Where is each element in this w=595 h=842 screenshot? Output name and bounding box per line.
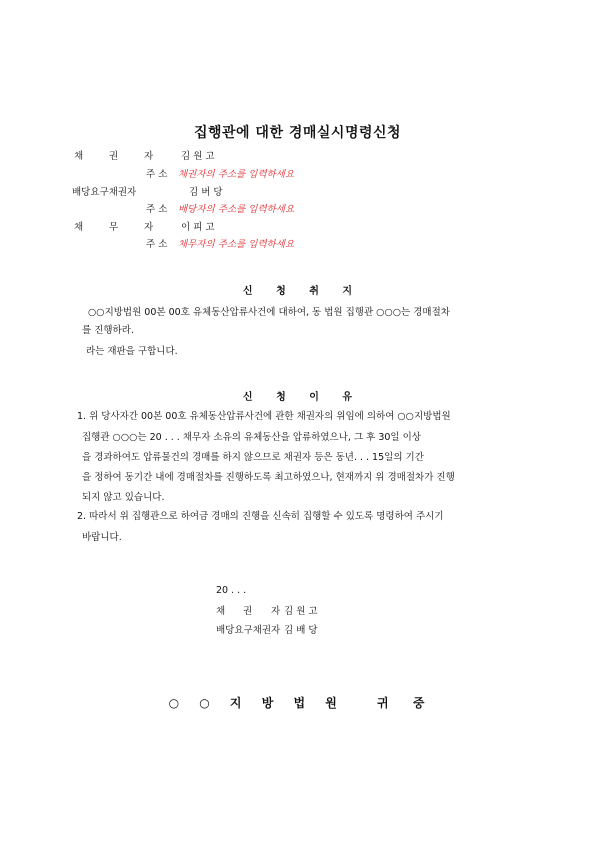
reason-heading	[0, 388, 595, 403]
creditor-name: 김 원 고	[181, 151, 215, 162]
debtor-address-placeholder[interactable]: 채무자의 주소를 입력하세요	[178, 239, 295, 250]
dividend-creditor-role: 배당요구채권자	[72, 187, 137, 198]
document-title: 집행관에 대한 경매실시명령신청	[193, 125, 402, 141]
signature-date: 20 . . .	[216, 585, 247, 596]
reason-item2-line-2: 바랍니다.	[82, 532, 122, 543]
signature-dividend-role: 배당요구채권자	[216, 625, 281, 636]
signature-creditor-char-3: 자	[271, 606, 281, 617]
reason-heading-char-3: 이	[309, 392, 319, 403]
court-char-1: ○	[168, 696, 180, 710]
reason-item2-line-1: 2. 따라서 위 집행관으로 하여금 경매의 진행을 신속히 집행할 수 있도록 명령하여 주시기	[77, 511, 444, 522]
court-suffix: 귀 중	[377, 696, 435, 710]
debtor-role-char-1: 채	[74, 222, 84, 233]
reason-heading-char-4: 유	[342, 392, 353, 403]
purpose-line-1: ○○지방법원 00본 00호 유체동산압류사건에 대하여, 동 법원 집행관 ○○○는 경매절차	[88, 307, 450, 318]
debtor-address-label: 주 소	[146, 239, 168, 250]
dividend-creditor-address-placeholder[interactable]: 배당자의 주소를 입력하세요	[178, 204, 295, 215]
reason-heading-char-2: 청	[276, 392, 286, 403]
purpose-line-2: 를 진행하라.	[82, 325, 134, 336]
debtor-role-char-2: 무	[109, 222, 119, 233]
signature-creditor-char-2: 권	[243, 606, 253, 617]
purpose-heading-char-2: 청	[276, 286, 286, 297]
court-char-2: ○	[199, 696, 210, 710]
reason-heading-char-1: 신	[242, 392, 253, 403]
reason-item1-line-3: 을 경과하여도 압류물건의 경매를 하지 않으므로 채권자 등은 동년. . . 15일의 기간	[82, 452, 424, 463]
creditor-address-placeholder[interactable]: 채권자의 주소를 입력하세요	[178, 169, 295, 180]
purpose-heading	[0, 282, 595, 297]
reason-item1-line-1: 1. 위 당사자간 00본 00호 유체동산압류사건에 관한 채권자의 위임에 의하여 ○○지방법원	[77, 411, 451, 422]
court-char-6: 원	[325, 696, 337, 710]
signature-creditor-char-1: 채	[216, 606, 226, 617]
purpose-heading-char-3: 취	[309, 286, 319, 297]
signature-creditor-name: 김 원 고	[284, 606, 318, 617]
creditor-role-char-2: 권	[109, 151, 119, 162]
court-char-4: 방	[261, 696, 274, 710]
creditor-role-char-3: 자	[144, 151, 154, 162]
purpose-heading-char-1: 신	[242, 286, 253, 297]
signature-dividend-name: 김 배 당	[284, 625, 318, 636]
debtor-role-char-3: 자	[144, 222, 154, 233]
court-addressee	[0, 694, 595, 711]
court-char-5: 법	[293, 696, 306, 710]
creditor-address-label: 주 소	[146, 169, 168, 180]
reason-item1-line-4: 을 정하여 동기간 내에 경매절차를 진행하도록 최고하였으나, 현재까지 위 경매절차가 진행	[82, 472, 455, 483]
creditor-role-char-1: 채	[74, 151, 84, 162]
reason-item1-line-5: 되지 않고 있습니다.	[82, 492, 165, 503]
purpose-heading-char-4: 지	[342, 286, 353, 297]
dividend-creditor-name: 김 버 당	[189, 187, 223, 198]
reason-item1-line-2: 집행관 ○○○는 20 . . . 채무자 소유의 유체동산을 압류하였으나, 그 후 30일 이상	[82, 432, 421, 443]
dividend-creditor-address-label: 주 소	[146, 204, 168, 215]
debtor-name: 이 피 고	[181, 222, 215, 233]
purpose-line-3: 라는 재판을 구합니다.	[86, 346, 178, 357]
court-char-3: 지	[229, 696, 242, 710]
